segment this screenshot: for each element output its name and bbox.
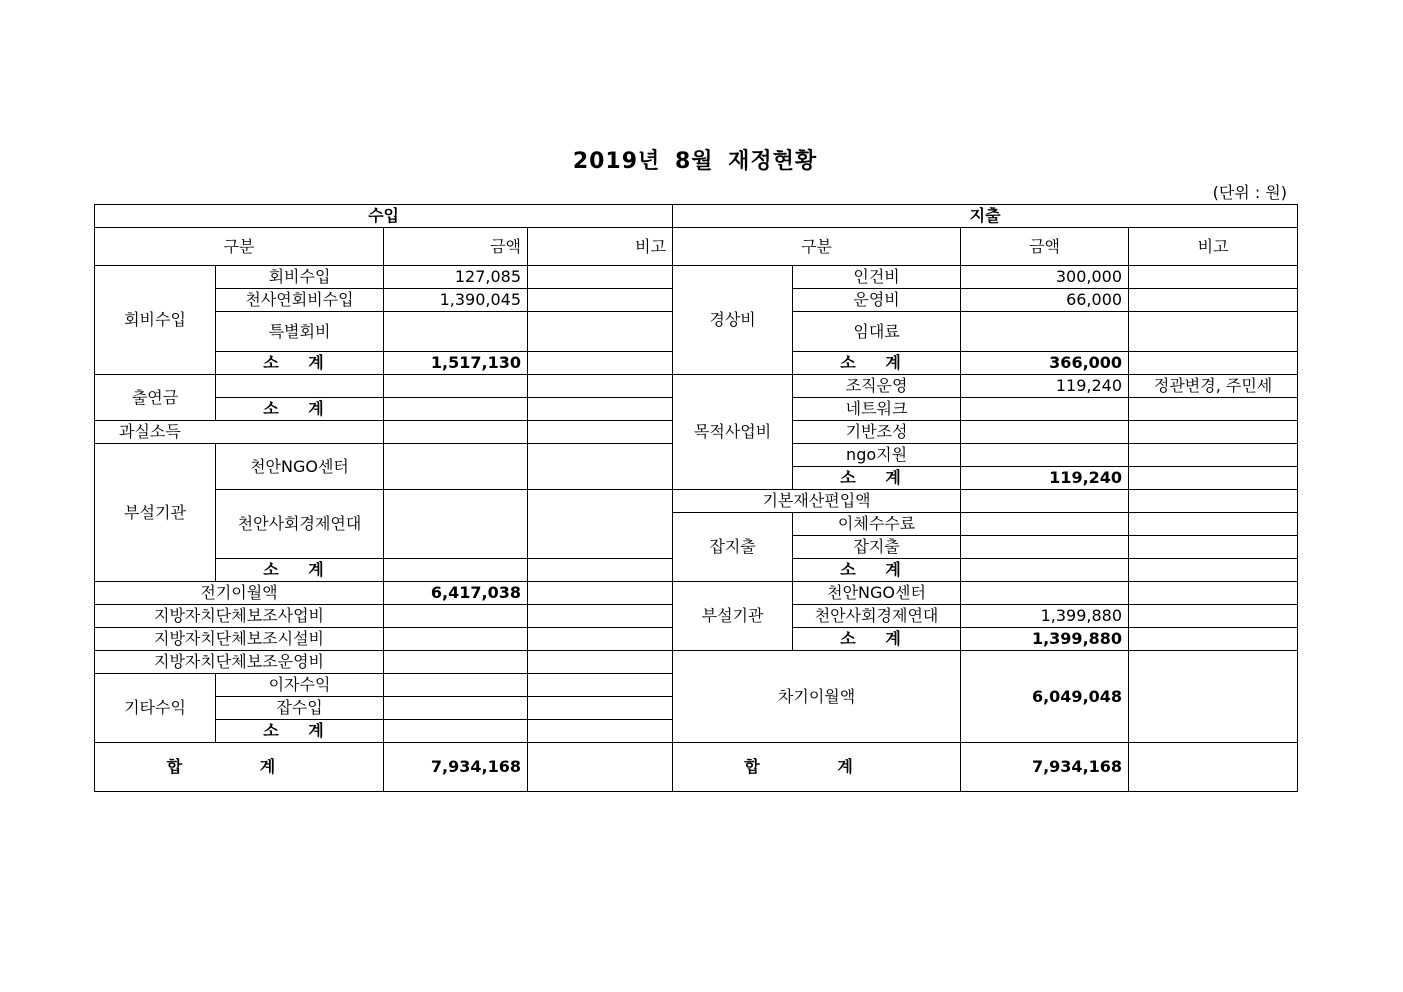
income-item-note [528, 674, 673, 697]
expense-item-note [1129, 444, 1298, 467]
income-item-amount [384, 651, 528, 674]
income-total-label: 합 계 [95, 743, 384, 792]
expense-item-amount [961, 536, 1129, 559]
income-item-amount [384, 674, 528, 697]
expense-item-name: 기반조성 [793, 421, 961, 444]
income-membership-label: 회비수입 [95, 266, 216, 375]
expense-operating-label: 경상비 [673, 266, 793, 375]
expense-affiliates-label: 부설기관 [673, 582, 793, 651]
income-item-note [528, 398, 673, 421]
income-item-amount [384, 697, 528, 720]
table-row [95, 266, 1298, 289]
income-total-amount: 7,934,168 [384, 743, 528, 792]
expense-item-name: 이체수수료 [793, 513, 961, 536]
expense-item-amount [961, 312, 1129, 352]
expense-item-note [1129, 312, 1298, 352]
expense-item-note [1129, 513, 1298, 536]
expense-total-label: 합 계 [673, 743, 961, 792]
expense-item-note [1129, 398, 1298, 421]
expense-header: 지출 [673, 205, 1298, 228]
expense-item-amount: 66,000 [961, 289, 1129, 312]
expense-carry-out-label: 차기이월액 [673, 651, 961, 743]
expense-item-amount: 300,000 [961, 266, 1129, 289]
income-total-note [528, 743, 673, 792]
expense-item-name: 인건비 [793, 266, 961, 289]
income-item-note [528, 582, 673, 605]
income-item-name: 회비수입 [216, 266, 384, 289]
expense-subtotal-label: 소 계 [793, 352, 961, 375]
income-subtotal-label: 소 계 [216, 398, 384, 421]
income-item-note [528, 312, 673, 352]
expense-item-name: 조직운영 [793, 375, 961, 398]
expense-item-amount [961, 444, 1129, 467]
expense-subtotal-label: 소 계 [793, 559, 961, 582]
expense-item-note [1129, 536, 1298, 559]
income-subtotal-label: 소 계 [216, 559, 384, 582]
income-gov-facility-label: 지방자치단체보조시설비 [95, 628, 384, 651]
expense-item-name: 잡지출 [793, 536, 961, 559]
expense-item-amount [961, 398, 1129, 421]
income-category-header: 구분 [95, 228, 384, 266]
total-row [95, 743, 1298, 792]
income-item-note [528, 289, 673, 312]
income-note-header: 비고 [528, 228, 673, 266]
income-fruit-label: 과실소득 [95, 421, 384, 444]
finance-table [94, 204, 1298, 792]
expense-amount-header: 금액 [961, 228, 1129, 266]
income-carry-in-label: 전기이월액 [95, 582, 384, 605]
income-item-name: 천사연회비수입 [216, 289, 384, 312]
expense-item-amount [961, 513, 1129, 536]
expense-item-note [1129, 651, 1298, 743]
income-item-note [528, 605, 673, 628]
income-item-note [528, 444, 673, 490]
income-item-note [528, 375, 673, 398]
expense-item-note [1129, 421, 1298, 444]
expense-subtotal-amount: 1,399,880 [961, 628, 1129, 651]
expense-total-amount: 7,934,168 [961, 743, 1129, 792]
income-item-amount: 1,390,045 [384, 289, 528, 312]
page-title: 2019년 8월 재정현황 [572, 149, 818, 174]
expense-item-name: ngo지원 [793, 444, 961, 467]
expense-item-note [1129, 490, 1298, 513]
income-other-label: 기타수익 [95, 674, 216, 743]
income-item-note [528, 697, 673, 720]
income-item-amount [384, 628, 528, 651]
income-subtotal-label: 소 계 [216, 720, 384, 743]
expense-note-header: 비고 [1129, 228, 1298, 266]
expense-subtotal-amount [961, 559, 1129, 582]
expense-item-note [1129, 467, 1298, 490]
expense-misc-label: 잡지출 [673, 513, 793, 582]
expense-item-note [1129, 582, 1298, 605]
section-header-row [95, 205, 1298, 228]
income-item-note [528, 720, 673, 743]
income-gov-operation-label: 지방자치단체보조운영비 [95, 651, 384, 674]
expense-item-name: 임대료 [793, 312, 961, 352]
expense-item-note [1129, 605, 1298, 628]
expense-item-amount: 1,399,880 [961, 605, 1129, 628]
income-item-amount [384, 421, 528, 444]
expense-item-note [1129, 352, 1298, 375]
income-subtotal-amount [384, 720, 528, 743]
income-item-name: 천안NGO센터 [216, 444, 384, 490]
income-amount-header: 금액 [384, 228, 528, 266]
income-item-note [528, 559, 673, 582]
expense-item-name: 네트워크 [793, 398, 961, 421]
income-item-name: 이자수익 [216, 674, 384, 697]
income-gov-project-label: 지방자치단체보조사업비 [95, 605, 384, 628]
income-item-name: 잡수입 [216, 697, 384, 720]
table-row [95, 375, 1298, 398]
income-item-note [528, 628, 673, 651]
income-item-note [528, 490, 673, 559]
table-row [95, 490, 1298, 513]
expense-category-header: 구분 [673, 228, 961, 266]
income-item-name [216, 375, 384, 398]
income-subtotal-label: 소 계 [216, 352, 384, 375]
expense-item-note [1129, 559, 1298, 582]
income-carry-in-amount: 6,417,038 [384, 582, 528, 605]
expense-total-note [1129, 743, 1298, 792]
income-item-amount: 127,085 [384, 266, 528, 289]
income-affiliates-label: 부설기관 [95, 444, 216, 582]
expense-item-note: 정관변경, 주민세 [1129, 375, 1298, 398]
income-item-note [528, 651, 673, 674]
expense-item-note [1129, 628, 1298, 651]
income-item-amount [384, 312, 528, 352]
income-subtotal-amount: 1,517,130 [384, 352, 528, 375]
income-item-amount [384, 375, 528, 398]
expense-item-amount [961, 421, 1129, 444]
expense-item-amount [961, 490, 1129, 513]
income-header: 수입 [95, 205, 673, 228]
expense-item-amount [961, 582, 1129, 605]
expense-purpose-label: 목적사업비 [673, 375, 793, 490]
expense-carry-out-amount: 6,049,048 [961, 651, 1129, 743]
income-subtotal-amount [384, 398, 528, 421]
expense-item-note [1129, 266, 1298, 289]
income-item-note [528, 266, 673, 289]
income-item-amount [384, 605, 528, 628]
table-row [95, 582, 1298, 605]
expense-item-name: 운영비 [793, 289, 961, 312]
expense-subtotal-label: 소 계 [793, 628, 961, 651]
expense-subtotal-label: 소 계 [793, 467, 961, 490]
column-header-row [95, 228, 1298, 266]
income-item-amount [384, 490, 528, 559]
table-row [95, 651, 1298, 674]
income-item-note [528, 352, 673, 375]
expense-item-note [1129, 289, 1298, 312]
income-item-name: 특별회비 [216, 312, 384, 352]
income-item-amount [384, 444, 528, 490]
expense-subtotal-amount: 366,000 [961, 352, 1129, 375]
expense-item-amount: 119,240 [961, 375, 1129, 398]
income-item-name: 천안사회경제연대 [216, 490, 384, 559]
expense-item-name: 천안사회경제연대 [793, 605, 961, 628]
income-subtotal-amount [384, 559, 528, 582]
expense-subtotal-amount: 119,240 [961, 467, 1129, 490]
expense-item-name: 천안NGO센터 [793, 582, 961, 605]
unit-label: (단위 : 원) [1212, 183, 1287, 202]
income-contribution-label: 출연금 [95, 375, 216, 421]
expense-endowment-label: 기본재산편입액 [673, 490, 961, 513]
income-item-note [528, 421, 673, 444]
